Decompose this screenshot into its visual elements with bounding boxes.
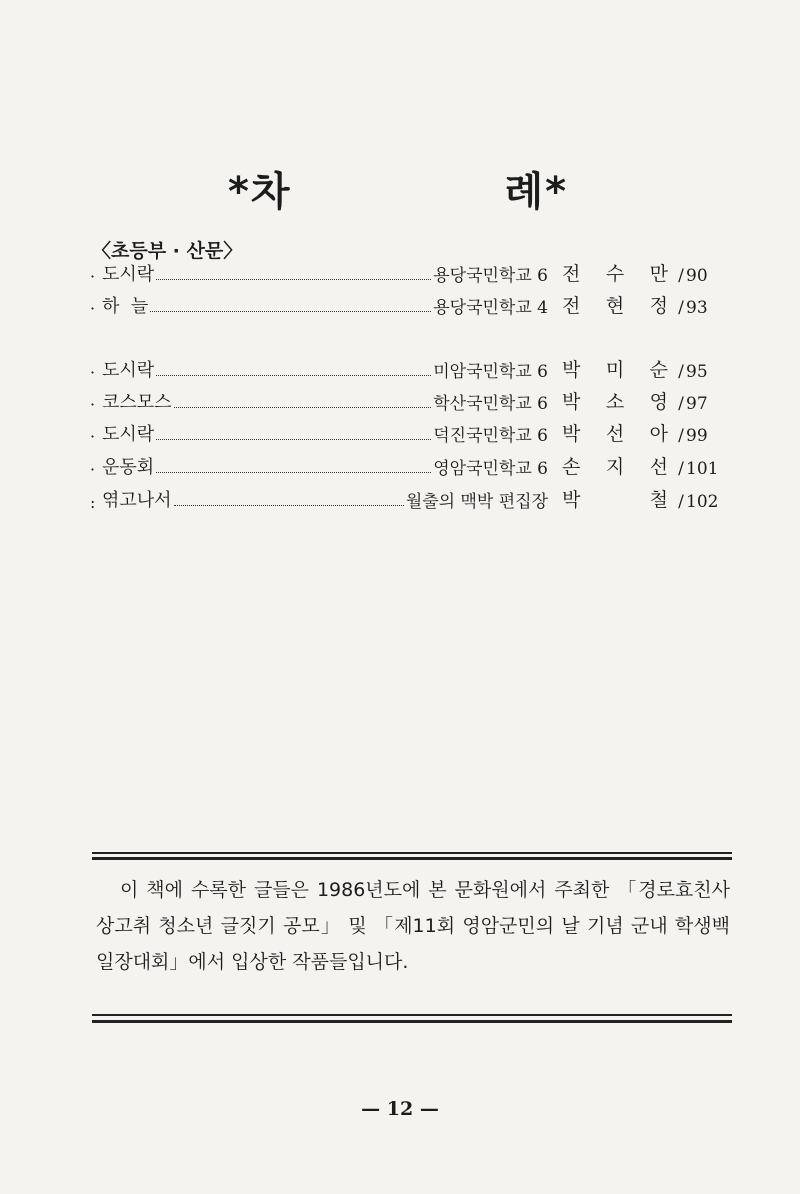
toc-entry-school: 영암국민학교 6 [433,459,548,479]
author-char: 전 [562,295,581,317]
toc-leader-dots [174,504,404,506]
author-char: 철 [649,489,668,511]
toc-slash: / [678,266,684,286]
toc-leader-dots [156,471,431,473]
editorial-note-text: 이 책에 수록한 글들은 1986년도에 본 문화원에서 주최한 「경로효친사상고취 청소년 글짓기 공모」 및 「제11회 영암군민의 날 기념 군내 학생백일장대회」에서 입상한 작품들입니다. [96,879,730,973]
toc-entry-author [562,387,668,414]
toc-entry-title: 도시락 [102,424,155,445]
author-char: 선 [605,423,625,445]
toc-entry [90,352,730,382]
toc-slash: / [678,394,684,414]
toc-entry-title: 도시락 [102,264,155,285]
toc-entry-school: 월출의 맥박 편집장 [405,492,548,512]
author-char: 전 [562,263,581,285]
toc-bullet: · [90,267,96,286]
toc-entry-title: 코스모스 [102,392,172,413]
toc-entry-page: 101 [686,459,719,479]
bottom-rule-thin [92,1014,732,1016]
author-char: 영 [649,391,668,413]
toc-slash: / [678,426,684,446]
bottom-rule-thick [92,1020,732,1023]
toc-entry [90,288,730,318]
toc-entry-title: 도시락 [102,360,155,381]
toc-entry-page: 95 [686,362,708,382]
toc-entry-title: 운동회 [102,457,155,478]
toc-entry-author [562,452,668,479]
author-char: 손 [562,456,581,478]
toc-slash: / [678,362,684,382]
top-rule-thin [92,852,732,854]
author-char: 정 [649,295,668,317]
toc-slash: / [678,492,684,512]
author-char: 선 [649,456,668,478]
toc-entry-author [562,291,668,318]
toc-entry-page: 97 [686,394,708,414]
toc-entry-school: 용당국민학교 4 [433,298,548,318]
author-char: 만 [649,263,668,285]
page-title-right: 례* [504,169,568,215]
toc-entry-title: 하 늘 [102,296,149,317]
toc-bullet: · [90,395,96,414]
top-rule-thick [92,857,732,860]
toc-leader-dots [156,278,431,280]
toc-entry-author [562,355,668,382]
author-char: 박 [562,359,581,381]
toc-leader-dots [174,406,432,408]
toc-bullet: : [90,493,96,512]
author-char: 순 [649,359,668,381]
author-char: 아 [649,423,668,445]
author-char: 현 [605,295,625,317]
toc-bullet: · [90,363,96,382]
toc-entry [90,449,730,479]
page-title-left: *차 [228,169,292,215]
page-title [228,160,568,217]
toc-bullet: · [90,460,96,479]
toc-entry-school: 미암국민학교 6 [433,362,548,382]
toc-entry-page: 99 [686,426,708,446]
author-char: 미 [605,359,625,381]
toc-entry-page: 93 [686,298,708,318]
toc-entry-school: 용당국민학교 6 [433,266,548,286]
toc-slash: / [678,298,684,318]
toc-entry-school: 덕진국민학교 6 [433,426,548,446]
toc-entry-page: 90 [686,266,708,286]
toc-leader-dots [150,310,431,312]
toc-bullet: · [90,427,96,446]
page-number: — 12 — [361,1098,439,1120]
toc-entry-title: 엮고나서 [102,490,172,511]
toc-entry-author [562,259,668,286]
author-char: 수 [605,263,625,285]
author-char: 지 [605,456,625,478]
toc-entry-page: 102 [686,492,719,512]
toc-leader-dots [156,374,431,376]
toc-entry [90,482,730,512]
toc-leader-dots [156,438,431,440]
section-label: 〈초등부 · 산문〉 [92,240,243,262]
toc-entry [90,416,730,446]
author-char: 박 [562,489,581,511]
toc-entry-author [562,419,668,446]
toc-entry-author [562,485,668,512]
toc-entry-school: 학산국민학교 6 [433,394,548,414]
author-char: 박 [562,391,581,413]
toc-bullet: · [90,299,96,318]
author-char: 박 [562,423,581,445]
author-char: 소 [605,391,625,413]
toc-slash: / [678,459,684,479]
editorial-note [96,872,730,980]
toc-entry [90,256,730,286]
toc-entry [90,384,730,414]
